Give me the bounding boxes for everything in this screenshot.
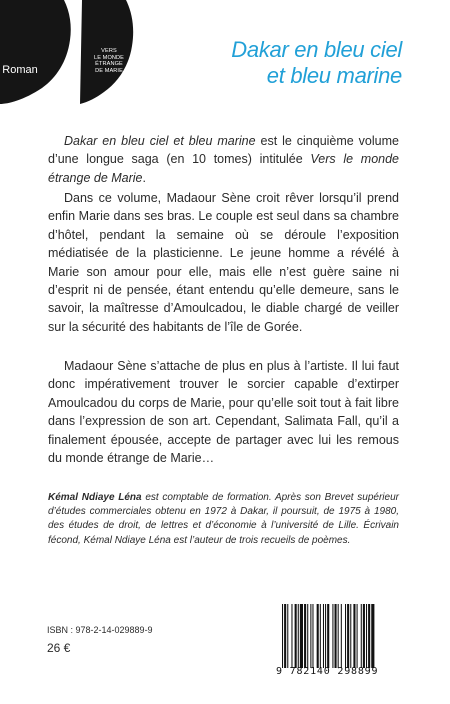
book-title-line: Dakar en bleu ciel bbox=[231, 37, 402, 62]
intro-text: est le cinquième volume d’une longue saga (en 10 tomes) intitulée bbox=[48, 134, 399, 167]
barcode-digits: 9 782140 298899 bbox=[276, 666, 379, 677]
barcode-icon bbox=[282, 604, 408, 668]
summary-intro-paragraph bbox=[48, 132, 399, 187]
series-line: LE MONDE bbox=[93, 54, 125, 61]
series-mention: Vers le monde étrange de Marie bbox=[48, 152, 399, 185]
series-name bbox=[84, 48, 134, 74]
isbn: ISBN : 978-2-14-029889-9 bbox=[47, 625, 153, 635]
price: 26 € bbox=[47, 641, 71, 655]
intro-end: . bbox=[142, 170, 146, 185]
series-line: ÉTRANGE bbox=[95, 61, 123, 68]
book-title-line: et bleu marine bbox=[266, 63, 402, 88]
author-bio-text: est comptable de formation. Après son Brevet supérieur d’études commerciales obtenu en 1972 à Dakar, il poursuit, de 1975 à 1980, des études de droit, de lettres et d’économie à l’université de Lille. Écrivain fécond, Kémal Ndiaye Léna est l’auteur de trois recueils de poèmes. bbox=[48, 492, 399, 546]
series-line: VERS bbox=[101, 48, 117, 54]
summary-paragraph: Dans ce volume, Madaour Sène croit rêver lorsqu’il prend enfin Marie dans ses bras. Le couple est seul dans sa chambre d’hôtel, pendant la semaine où se déroule l’exposition médiatisée de la plasticienne. Le jeune homme a révélé à Marie son amour pour elle, mais elle n’est guère saine ni d’esprit ni de pensée, étant entendu qu’elle demeure, sans le savoir, la maîtresse d’Amoulcadou, le diable chargé de veiller sur la sécurité des habitants de l’île de Gorée. bbox=[48, 191, 399, 334]
collection-label: Roman bbox=[2, 64, 38, 76]
author-name: Kémal Ndiaye Léna bbox=[48, 492, 142, 503]
book-title bbox=[150, 37, 402, 89]
summary-paragraph-2: Madaour Sène s’attache de plus en plus à l’artiste. Il lui faut donc impérativement trouver le sorcier capable d’extirper Amoulcadou du corps de Marie, pour qu’elle soit tout à fait libre dans l’expression de son art. Cependant, Salimata Fall, qu’il a finalement épousée, accepte de partager avec lui les remous du monde étrange de Marie… bbox=[48, 359, 399, 466]
series-line: DE MARIE bbox=[95, 67, 123, 74]
title-mention: Dakar en bleu ciel et bleu marine bbox=[64, 134, 256, 148]
author-bio bbox=[48, 491, 399, 548]
